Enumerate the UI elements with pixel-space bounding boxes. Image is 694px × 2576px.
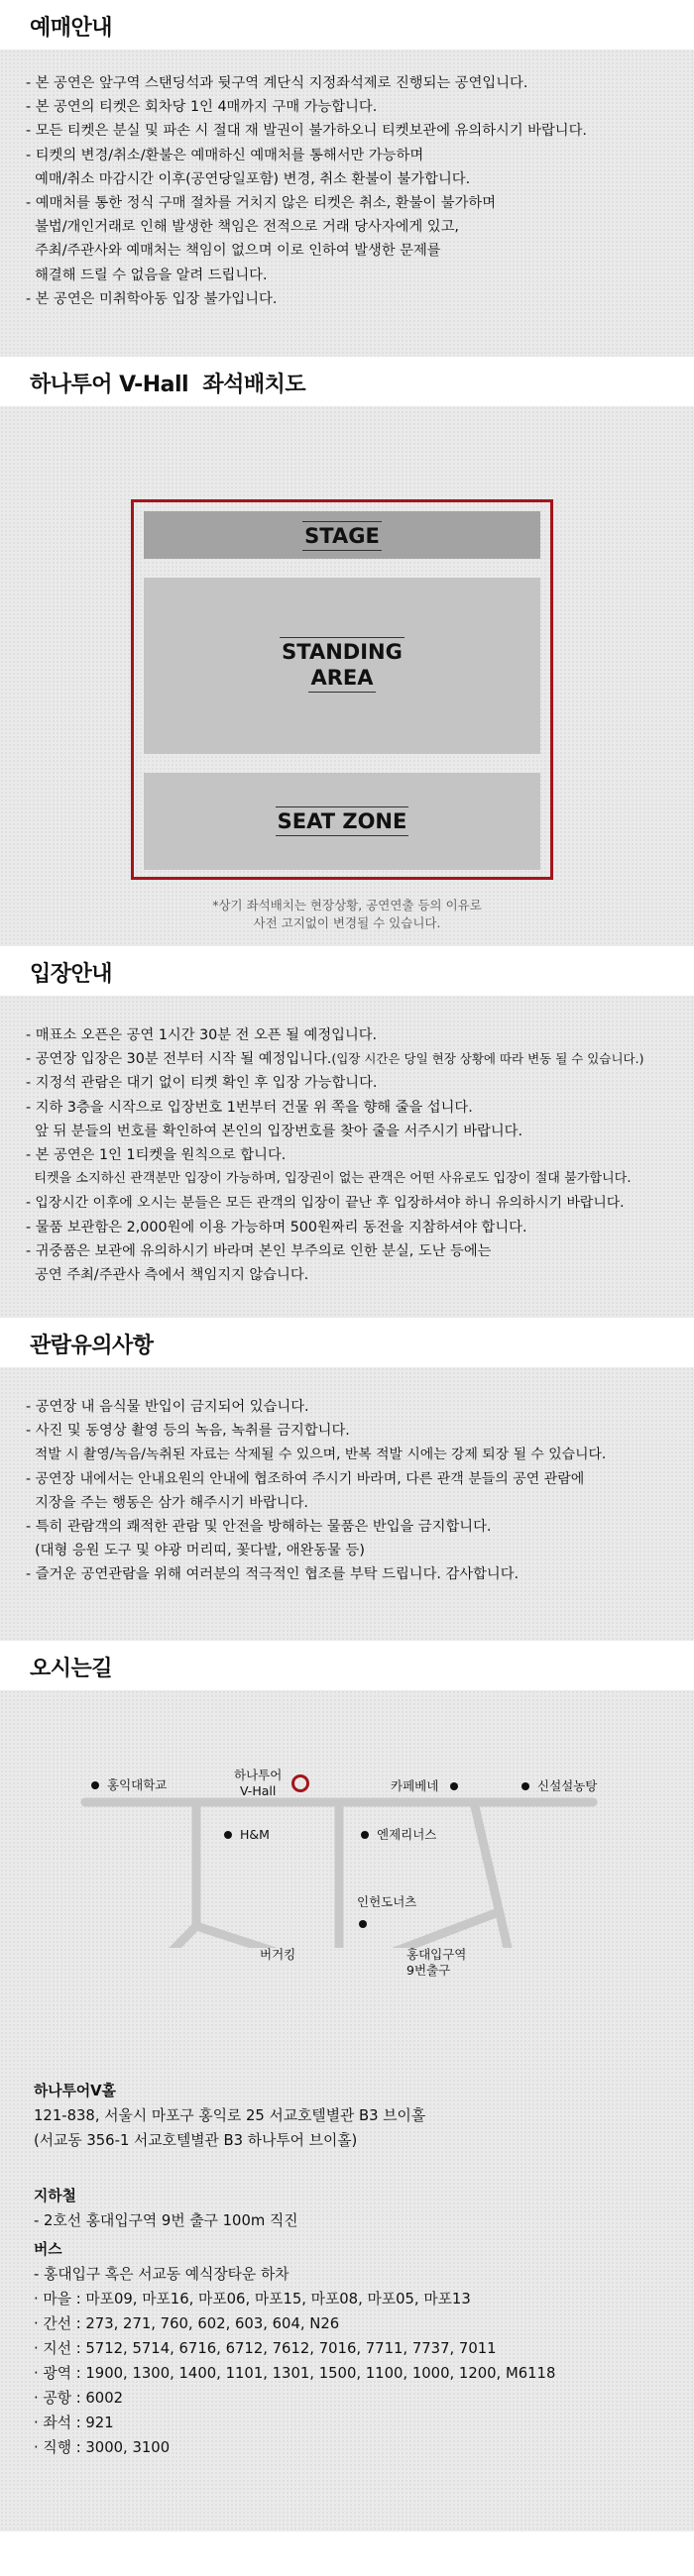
entry-line: - 본 공연은 1인 1티켓을 원칙으로 합니다. bbox=[26, 1147, 287, 1164]
directions-header bbox=[0, 1641, 694, 1690]
entry-line: - 물품 보관함은 2,000원에 이용 가능하며 500원짜리 동전을 지참하셔야 합니다. bbox=[26, 1219, 527, 1235]
marker-hm bbox=[224, 1831, 232, 1839]
booking-line: - 본 공연은 미취학아동 입장 불가입니다. bbox=[26, 290, 278, 307]
bus-line: · 마을 : 마포09, 마포16, 마포06, 마포15, 마포08, 마포05, 마포13 bbox=[34, 2291, 471, 2308]
label-vhall: 하나투어 V-Hall bbox=[234, 1768, 283, 1798]
booking-line: - 본 공연은 앞구역 스탠딩석과 뒷구역 계단식 지정좌석제로 진행되는 공연입니다. bbox=[26, 75, 528, 91]
seating-map-frame bbox=[131, 499, 553, 880]
caution-line: (대형 응원 도구 및 야광 머리띠, 꽃다발, 애완동물 등) bbox=[26, 1543, 365, 1559]
entry-time-note: (입장 시간은 당일 현장 상황에 따라 변동 될 수 있습니다.) bbox=[331, 1051, 644, 1067]
stage-label: STAGE bbox=[144, 521, 540, 551]
entry-line: 앞 뒤 분들의 번호를 확인하여 본인의 입장번호를 찾아 줄을 서주시기 바랍니다. bbox=[26, 1123, 523, 1139]
bus-line: · 지선 : 5712, 5714, 6716, 6712, 7612, 7016, 7711, 7737, 7011 bbox=[34, 2340, 497, 2357]
booking-title: 예매안내 bbox=[30, 16, 113, 41]
caution-panel bbox=[0, 1367, 694, 1641]
bus-title: 버스 bbox=[34, 2241, 62, 2258]
entry-line: - 지정석 관람은 대기 없이 티켓 확인 후 입장 가능합니다. bbox=[26, 1075, 378, 1092]
seat-zone-label: SEAT ZONE bbox=[144, 806, 540, 836]
bus-line: · 공항 : 6002 bbox=[34, 2390, 124, 2407]
caution-line: - 공연장 내에서는 안내요원의 안내에 협조하여 주시기 바라며, 다른 관객 분들의 공연 관람에 bbox=[26, 1470, 585, 1487]
caution-line: - 특히 관람객의 쾌적한 관람 및 안전을 방해하는 물품은 반입을 금지합니다. bbox=[26, 1519, 492, 1536]
entry-line: - 입장시간 이후에 오시는 분들은 모든 관객의 입장이 끝난 후 입장하셔야 하니 유의하시기 바랍니다. bbox=[26, 1195, 625, 1212]
marker-innisfree bbox=[359, 1920, 367, 1928]
booking-panel bbox=[0, 50, 694, 357]
booking-line: - 본 공연의 티켓은 회차당 1인 4매까지 구매 가능합니다. bbox=[26, 99, 378, 116]
map-roads bbox=[85, 1802, 593, 1948]
road-right-diagonal bbox=[474, 1802, 508, 1948]
entry-line: 공연 주최/주관사 측에서 책임지지 않습니다. bbox=[26, 1267, 309, 1284]
marker-angel bbox=[361, 1831, 369, 1839]
entry-list bbox=[0, 1023, 694, 1287]
stage-zone bbox=[144, 511, 540, 559]
label-exit9: 홍대입구역 9번출구 bbox=[406, 1947, 467, 1978]
entry-line: - 매표소 오픈은 공연 1시간 30분 전 오픈 될 예정입니다. bbox=[26, 1027, 378, 1043]
bus-line: · 광역 : 1900, 1300, 1400, 1101, 1301, 1500, 1100, 1000, 1200, M6118 bbox=[34, 2365, 556, 2382]
booking-line: - 티켓의 변경/취소/환불은 예매하신 예매처를 통해서만 가능하며 bbox=[26, 147, 424, 163]
caution-title: 관람유의사항 bbox=[30, 1334, 154, 1358]
bus-panel bbox=[0, 2229, 694, 2531]
area-map bbox=[0, 1690, 694, 1948]
venue-address: 121-838, 서울시 마포구 홍익로 25 서교호텔별관 B3 브이홀 bbox=[34, 2107, 426, 2124]
bus-line: · 좌석 : 921 bbox=[34, 2415, 114, 2431]
entry-line: - 귀중품은 보관에 유의하시기 바라며 본인 부주의로 인한 분실, 도난 등에는 bbox=[26, 1242, 492, 1259]
subway-title: 지하철 bbox=[34, 2188, 76, 2204]
bus-info bbox=[34, 2237, 555, 2460]
booking-header bbox=[0, 0, 694, 50]
directions-panel bbox=[0, 1690, 694, 2229]
entry-title: 입장안내 bbox=[30, 962, 113, 987]
standing-zone bbox=[144, 578, 540, 754]
marker-hongik-univ bbox=[91, 1781, 99, 1789]
road-lower bbox=[196, 1926, 339, 1948]
seating-header bbox=[0, 357, 694, 406]
subway-line: - 2호선 홍대입구역 9번 출구 100m 직진 bbox=[34, 2212, 298, 2229]
caution-line: 적발 시 촬영/녹음/녹취된 자료는 삭제될 수 있으며, 반복 적발 시에는 강제 퇴장 될 수 있습니다. bbox=[26, 1447, 607, 1463]
bus-line: · 간선 : 273, 271, 760, 602, 603, 604, N26 bbox=[34, 2315, 340, 2332]
label-hm: H&M bbox=[240, 1827, 270, 1842]
booking-line: 예매/취소 마감시간 이후(공연당일포함) 변경, 취소 환불이 불가합니다. bbox=[26, 170, 471, 187]
label-burgerking: 버거킹 bbox=[260, 1947, 296, 1962]
entry-header bbox=[0, 946, 694, 996]
caution-line: - 공연장 내 음식물 반입이 금지되어 있습니다. bbox=[26, 1399, 309, 1415]
caution-line: - 즐거운 공연관람을 위해 여러분의 적극적인 협조를 부탁 드립니다. 감사합니다. bbox=[26, 1566, 520, 1583]
entry-panel bbox=[0, 996, 694, 1318]
standing-label: STANDING AREA bbox=[144, 637, 540, 693]
seating-title: 하나투어 V-Hall 좌석배치도 bbox=[30, 373, 306, 397]
label-angel: 엔제리너스 bbox=[377, 1827, 437, 1842]
booking-list bbox=[0, 71, 694, 311]
bus-line: - 홍대입구 혹은 서교동 예식장타운 하차 bbox=[34, 2266, 289, 2283]
subway-info bbox=[34, 2184, 298, 2233]
venue-info bbox=[34, 2079, 425, 2153]
bus-line: · 직행 : 3000, 3100 bbox=[34, 2439, 171, 2456]
booking-line: 해결해 드릴 수 없음을 알려 드립니다. bbox=[26, 267, 268, 283]
marker-vhall bbox=[293, 1776, 308, 1791]
caution-line: - 사진 및 동영상 촬영 등의 녹음, 녹취를 금지합니다. bbox=[26, 1423, 350, 1440]
directions-title: 오시는길 bbox=[30, 1657, 113, 1681]
caution-list bbox=[0, 1395, 694, 1587]
booking-line: - 모든 티켓은 분실 및 파손 시 절대 재 발권이 불가하오니 티켓보관에 유의하시기 바랍니다. bbox=[26, 123, 587, 140]
booking-line: - 예매처를 통한 정식 구매 절차를 거치지 않은 티켓은 취소, 환불이 불가하며 bbox=[26, 195, 497, 212]
label-hongik-univ: 홍익대학교 bbox=[107, 1777, 168, 1792]
seating-note: *상기 좌석배치는 현장상황, 공연연출 등의 이유로 사전 고지없이 변경될 수 있습니다. bbox=[212, 898, 482, 930]
booking-line: 불법/개인거래로 인해 발생한 책임은 전적으로 거래 당사자에게 있고, bbox=[26, 219, 459, 236]
entry-line: - 지하 3층을 시작으로 입장번호 1번부터 건물 위 쪽을 향해 줄을 섭니다. bbox=[26, 1099, 473, 1116]
venue-address-old: (서교동 356-1 서교호텔별관 B3 하나투어 브이홀) bbox=[34, 2132, 358, 2149]
caution-line: 지장을 주는 행동은 삼가 해주시기 바랍니다. bbox=[26, 1494, 308, 1511]
label-sinseol: 신설설농탕 bbox=[537, 1778, 598, 1793]
seating-panel bbox=[0, 406, 694, 946]
entry-line: - 공연장 입장은 30분 전부터 시작 될 예정입니다.(입장 시간은 당일 현장 상황에 따라 변동 될 수 있습니다.) bbox=[26, 1051, 644, 1068]
marker-cafe bbox=[450, 1782, 458, 1790]
road-left-diagonal bbox=[119, 1926, 196, 1948]
entry-line: 티켓을 소지하신 관객분만 입장이 가능하며, 입장권이 없는 관객은 어떤 사유로도 입장이 절대 불가합니다. bbox=[26, 1171, 632, 1187]
marker-sinseol bbox=[521, 1782, 529, 1790]
road-right-lower bbox=[339, 1913, 496, 1948]
label-innisfree: 인헌도너츠 bbox=[357, 1894, 417, 1909]
label-cafe: 카페베네 bbox=[391, 1778, 439, 1793]
seat-zone bbox=[144, 773, 540, 870]
venue-name: 하나투어V홀 bbox=[34, 2083, 116, 2099]
booking-line: 주최/주관사와 예매처는 책임이 없으며 이로 인하여 발생한 문제를 bbox=[26, 243, 441, 260]
caution-header bbox=[0, 1318, 694, 1367]
